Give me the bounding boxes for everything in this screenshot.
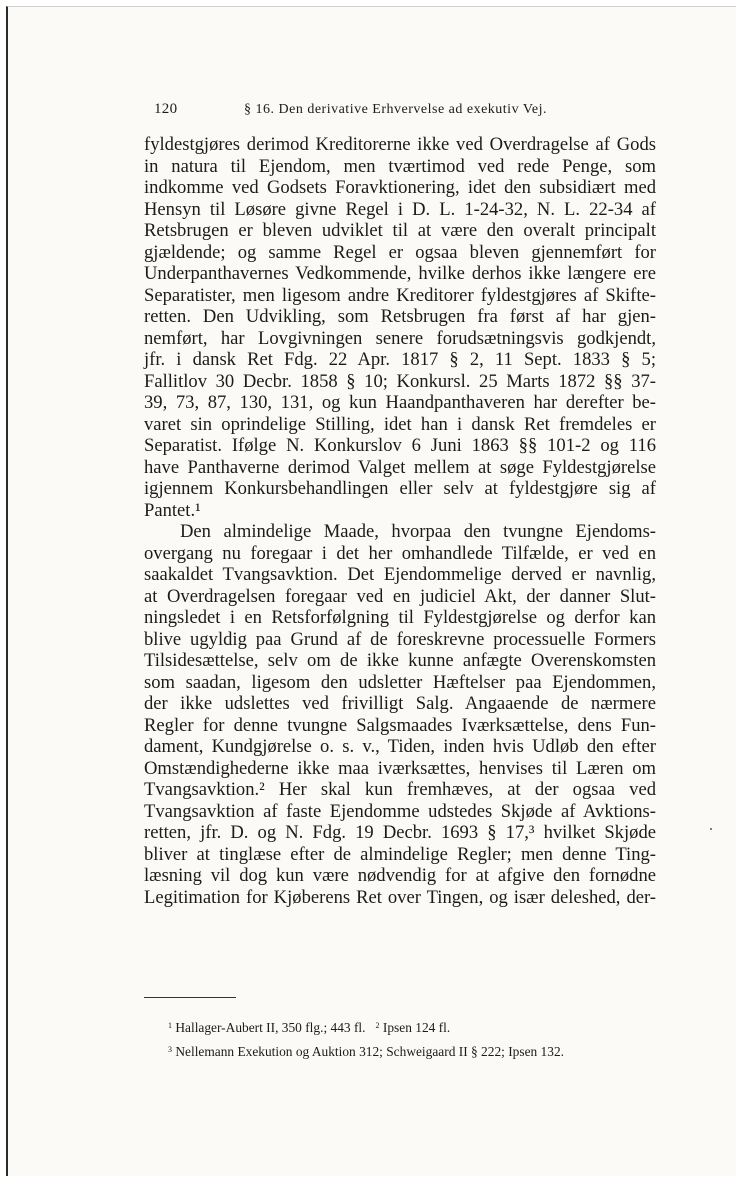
text-line: Separatister, men ligesom andre Kreditorer fyldestgjøres af Skifte- bbox=[144, 284, 656, 306]
text-line: nemført, har Lovgivningen senere forudsætningsvis godkjendt, bbox=[144, 327, 656, 349]
text-line: Tilsidesættelse, selv om de ikke kunne anfægte Overenskomsten bbox=[144, 650, 656, 671]
text-line: overgang nu foregaar i det her omhandlede Tilfælde, er ved en bbox=[144, 542, 656, 564]
text-line: bliver at tinglæse efter de almindelige Regler; men denne Ting- bbox=[144, 843, 656, 865]
text-line: in natura til Ejendom, men tværtimod ved rede Penge, som bbox=[144, 155, 656, 177]
footnote-text: Ipsen 124 fl. bbox=[382, 1020, 451, 1035]
text-line: Tvangsavktion.² Her skal kun fremhæves, at der ogsaa ved bbox=[144, 779, 656, 800]
text-line: retten. Den Udvikling, som Retsbrugen fra først af har gjen- bbox=[144, 306, 656, 327]
text-line: ningsledet i en Retsforfølgning til Fyldestgjørelse og derfor kan bbox=[144, 607, 656, 628]
paper-speck bbox=[710, 828, 712, 830]
text-line: Underpanthavernes Vedkommende, hvilke derhos ikke længere ere bbox=[144, 263, 656, 284]
text-line: Den almindelige Maade, hvorpaa den tvungne Ejendoms- bbox=[180, 521, 656, 542]
text-line: varet sin oprindelige Stilling, idet han i dansk Ret fremdeles er bbox=[144, 413, 656, 435]
text-line: jfr. i dansk Ret Fdg. 22 Apr. 1817 § 2, 11 Sept. 1833 § 5; bbox=[144, 349, 656, 370]
footnote-mark: 3 bbox=[168, 1045, 172, 1054]
text-line: dament, Kundgjørelse o. s. v., Tiden, inden hvis Udløb den efter bbox=[144, 736, 656, 757]
text-line: der ikke udslettes ved frivilligt Salg. Angaaende de nærmere bbox=[144, 693, 656, 714]
text-line: indkomme ved Godsets Foravktionering, idet den subsidiært med bbox=[144, 177, 656, 198]
text-line: læsning vil dog kun være nødvendig for at afgive den fornødne bbox=[144, 865, 656, 886]
text-line: gjældende; og samme Regel er ogsaa bleven gjennemført for bbox=[144, 241, 656, 263]
footnote-line-1 bbox=[168, 1016, 688, 1040]
running-title: § 16. Den derivative Erhvervelse ad exekutiv Vej. bbox=[244, 102, 547, 117]
text-line: Tvangsavktion af faste Ejendomme udstedes Skjøde af Avktions- bbox=[144, 800, 656, 822]
text-line: blive ugyldig paa Grund af de foreskrevne processuelle Formers bbox=[144, 628, 656, 650]
text-line: have Panthaverne derimod Valget mellem at søge Fyldestgjørelse bbox=[144, 456, 656, 478]
footnote-mark: 2 bbox=[375, 1021, 380, 1030]
text-line: Regler for denne tvungne Salgsmaades Iværksættelse, dens Fun- bbox=[144, 714, 656, 736]
page-number: 120 bbox=[154, 101, 178, 117]
text-line: retten, jfr. D. og N. Fdg. 19 Decbr. 1693 § 17,³ hvilket Skjøde bbox=[144, 822, 656, 843]
body-text bbox=[144, 134, 656, 908]
text-line: som saadan, ligesom den udsletter Hæftelser paa Ejendommen, bbox=[144, 671, 656, 693]
text-line: saakaldet Tvangsavktion. Det Ejendommelige derved er navnlig, bbox=[144, 564, 656, 585]
text-line: Separatist. Ifølge N. Konkurslov 6 Juni 1863 §§ 101-2 og 116 bbox=[144, 435, 656, 456]
footnote-line-2 bbox=[168, 1040, 688, 1064]
text-line: Legitimation for Kjøberens Ret over Tingen, og især deleshed, der- bbox=[144, 886, 656, 908]
text-line: at Overdragelsen foregaar ved en judiciel Akt, der danner Slut- bbox=[144, 585, 656, 607]
text-line: Pantet.¹ bbox=[144, 499, 201, 521]
text-line: Retsbrugen er bleven udviklet til at være den overalt principalt bbox=[144, 220, 656, 241]
text-line: fyldestgjøres derimod Kreditorerne ikke ved Overdragelse af Gods bbox=[144, 134, 656, 155]
footnote-text: Nellemann Exekution og Auktion 312; Schweigaard II § 222; Ipsen 132. bbox=[175, 1044, 564, 1059]
footnote-rule bbox=[144, 997, 236, 998]
text-line: Fallitlov 30 Decbr. 1858 § 10; Konkursl. 25 Marts 1872 §§ 37- bbox=[144, 370, 656, 392]
text-line: Omstændighederne ikke maa iværksættes, henvises til Læren om bbox=[144, 757, 656, 779]
text-line: Hensyn til Løsøre givne Regel i D. L. 1-24-32, N. L. 22-34 af bbox=[144, 198, 656, 220]
footnote-text: Hallager-Aubert II, 350 flg.; 443 fl. bbox=[175, 1020, 366, 1035]
text-line: igjennem Konkursbehandlingen eller selv at fyldestgjøre sig af bbox=[144, 478, 656, 499]
footnote-mark: 1 bbox=[168, 1021, 172, 1030]
text-line: 39, 73, 87, 130, 131, og kun Haandpanthaveren har derefter be- bbox=[144, 392, 656, 413]
footnotes bbox=[168, 1016, 688, 1064]
